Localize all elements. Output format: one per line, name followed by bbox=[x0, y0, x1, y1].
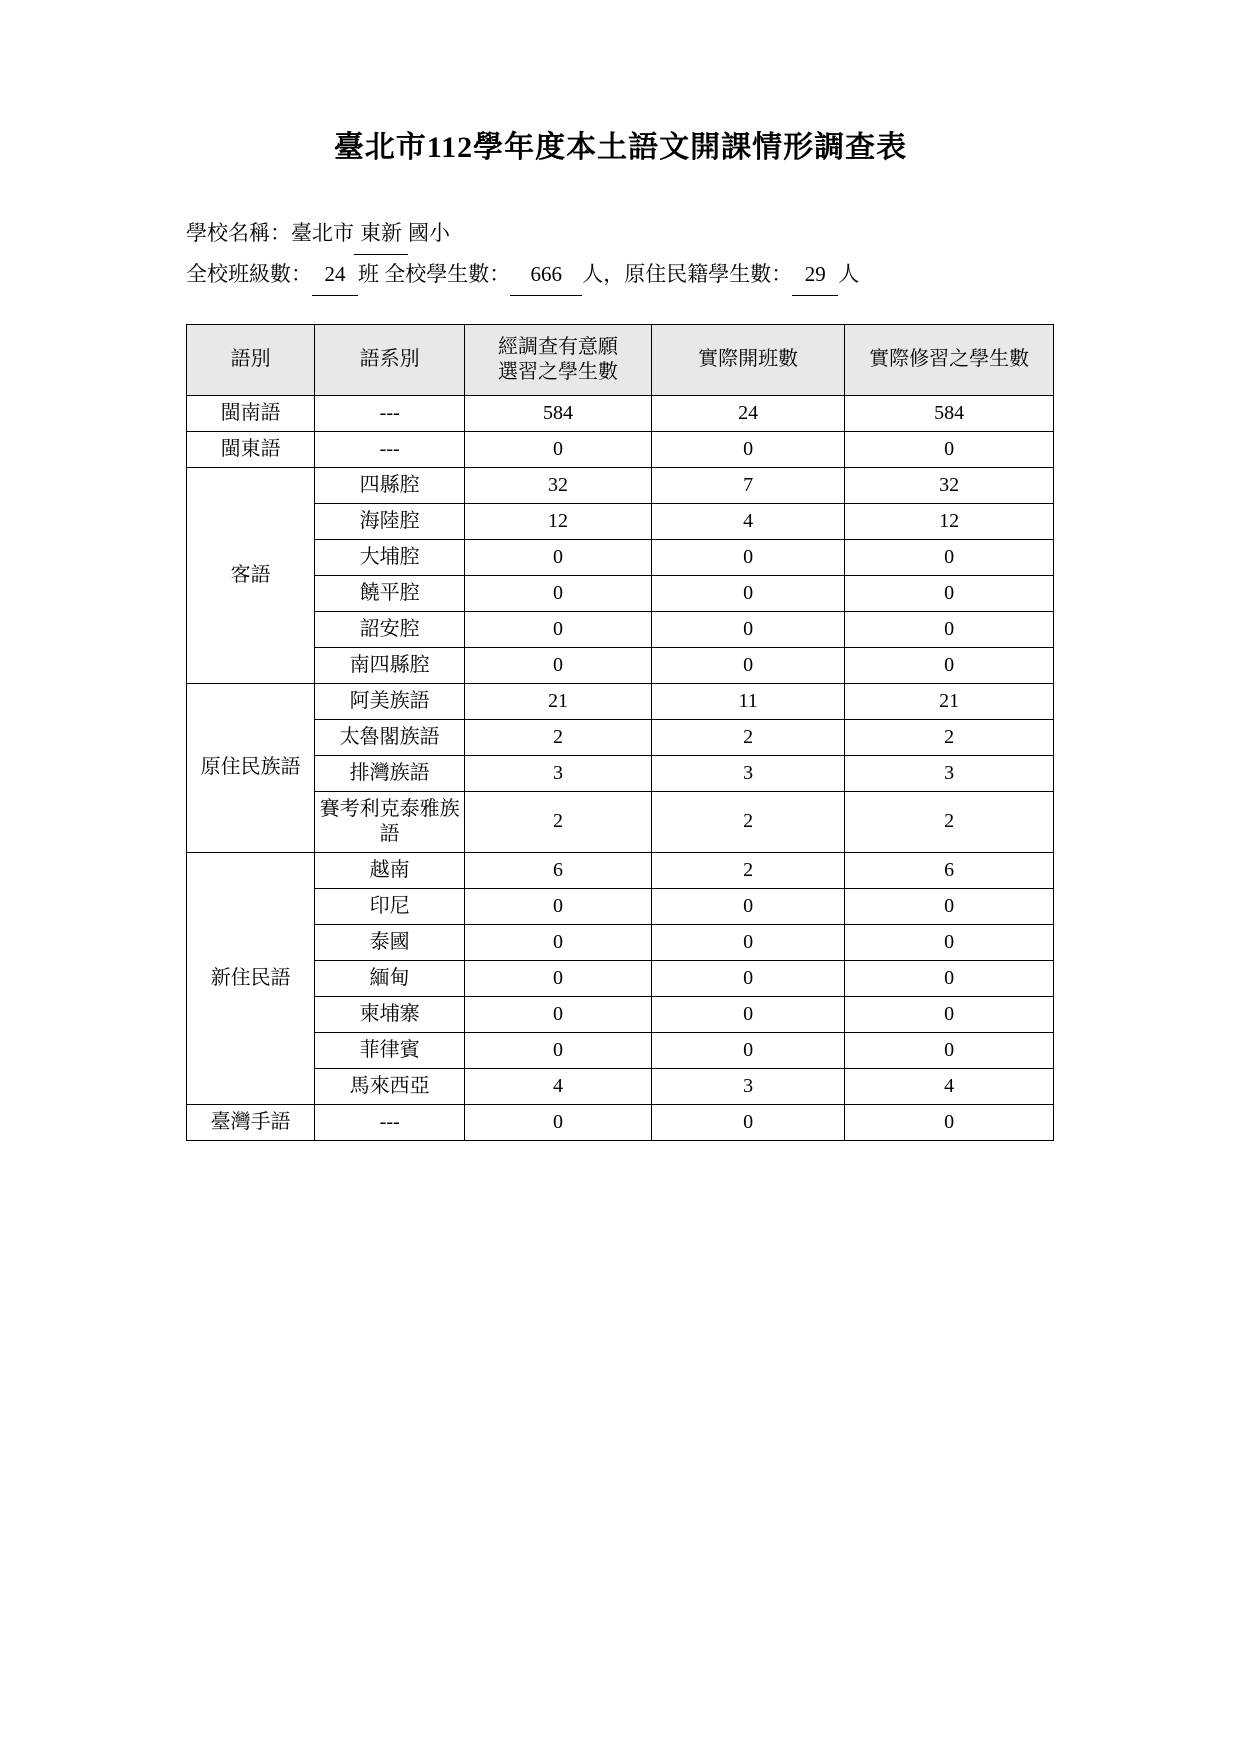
cell-class-count: 3 bbox=[651, 755, 844, 791]
cell-willing-students: 6 bbox=[465, 852, 652, 888]
cell-language-variant: 四縣腔 bbox=[315, 467, 465, 503]
table-row bbox=[187, 924, 1054, 960]
cell-language-variant: 南四縣腔 bbox=[315, 647, 465, 683]
cell-willing-students: 4 bbox=[465, 1068, 652, 1104]
cell-language-category: 閩南語 bbox=[187, 395, 315, 431]
student-count-label: 全校學生數： bbox=[384, 261, 511, 286]
cell-class-count: 0 bbox=[651, 1032, 844, 1068]
school-name-suffix: 國小 bbox=[408, 221, 450, 245]
table-row bbox=[187, 1104, 1054, 1140]
table-row bbox=[187, 503, 1054, 539]
cell-willing-students: 0 bbox=[465, 1104, 652, 1140]
cell-language-variant: 阿美族語 bbox=[315, 683, 465, 719]
table-row bbox=[187, 996, 1054, 1032]
cell-language-variant: 緬甸 bbox=[315, 960, 465, 996]
cell-class-count: 24 bbox=[651, 395, 844, 431]
counts-line bbox=[186, 255, 1241, 296]
cell-language-variant: 印尼 bbox=[315, 888, 465, 924]
cell-enrolled-students: 0 bbox=[845, 1104, 1054, 1140]
cell-willing-students: 2 bbox=[465, 791, 652, 852]
cell-enrolled-students: 4 bbox=[845, 1068, 1054, 1104]
table-row bbox=[187, 852, 1054, 888]
table-row bbox=[187, 1032, 1054, 1068]
table-row bbox=[187, 1068, 1054, 1104]
cell-enrolled-students: 0 bbox=[845, 539, 1054, 575]
table-row bbox=[187, 431, 1054, 467]
cell-class-count: 2 bbox=[651, 852, 844, 888]
cell-enrolled-students: 6 bbox=[845, 852, 1054, 888]
class-count-value: 24 bbox=[312, 255, 358, 296]
page-title: 臺北市112學年度本土語文開課情形調查表 bbox=[333, 131, 908, 164]
student-count-unit: 人， bbox=[582, 261, 625, 286]
cell-language-variant: 饒平腔 bbox=[315, 575, 465, 611]
indigenous-count-label: 原住民籍學生數： bbox=[624, 261, 793, 286]
indigenous-count-value: 29 bbox=[792, 255, 838, 296]
cell-language-category: 臺灣手語 bbox=[187, 1104, 315, 1140]
cell-enrolled-students: 0 bbox=[845, 924, 1054, 960]
header-language-category: 語別 bbox=[187, 324, 315, 395]
header-willing-students bbox=[465, 324, 652, 395]
table-row bbox=[187, 719, 1054, 755]
cell-language-variant: --- bbox=[315, 395, 465, 431]
cell-willing-students: 0 bbox=[465, 431, 652, 467]
cell-language-variant: 大埔腔 bbox=[315, 539, 465, 575]
cell-enrolled-students: 0 bbox=[845, 888, 1054, 924]
cell-willing-students: 0 bbox=[465, 1032, 652, 1068]
cell-willing-students: 0 bbox=[465, 611, 652, 647]
cell-class-count: 0 bbox=[651, 996, 844, 1032]
cell-willing-students: 0 bbox=[465, 924, 652, 960]
cell-language-variant: 海陸腔 bbox=[315, 503, 465, 539]
cell-language-variant: 賽考利克泰雅族語 bbox=[315, 791, 465, 852]
cell-class-count: 4 bbox=[651, 503, 844, 539]
school-name-value: 東新 bbox=[354, 214, 408, 255]
cell-willing-students: 0 bbox=[465, 888, 652, 924]
table-row bbox=[187, 888, 1054, 924]
cell-class-count: 0 bbox=[651, 960, 844, 996]
cell-language-variant: 泰國 bbox=[315, 924, 465, 960]
cell-willing-students: 0 bbox=[465, 575, 652, 611]
student-count-value: 666 bbox=[510, 255, 582, 296]
header-enrolled-students: 實際修習之學生數 bbox=[845, 324, 1054, 395]
cell-willing-students: 0 bbox=[465, 539, 652, 575]
table-row bbox=[187, 683, 1054, 719]
cell-willing-students: 32 bbox=[465, 467, 652, 503]
cell-language-variant: 馬來西亞 bbox=[315, 1068, 465, 1104]
cell-class-count: 0 bbox=[651, 611, 844, 647]
cell-enrolled-students: 0 bbox=[845, 647, 1054, 683]
cell-enrolled-students: 0 bbox=[845, 996, 1054, 1032]
header-language-variant: 語系別 bbox=[315, 324, 465, 395]
class-count-unit: 班 bbox=[358, 261, 379, 286]
school-name-label: 學校名稱：臺北市 bbox=[186, 221, 354, 245]
cell-enrolled-students: 3 bbox=[845, 755, 1054, 791]
cell-class-count: 3 bbox=[651, 1068, 844, 1104]
header-willing-students-line2: 選習之學生數 bbox=[498, 360, 619, 383]
cell-willing-students: 584 bbox=[465, 395, 652, 431]
cell-class-count: 0 bbox=[651, 924, 844, 960]
cell-language-variant: 越南 bbox=[315, 852, 465, 888]
table-row bbox=[187, 791, 1054, 852]
cell-enrolled-students: 0 bbox=[845, 611, 1054, 647]
school-name-line bbox=[186, 214, 1241, 255]
class-count-label: 全校班級數： bbox=[186, 261, 312, 286]
table-header-row bbox=[187, 324, 1054, 395]
cell-class-count: 2 bbox=[651, 791, 844, 852]
cell-class-count: 0 bbox=[651, 888, 844, 924]
cell-language-variant: 排灣族語 bbox=[315, 755, 465, 791]
school-info-block bbox=[0, 214, 1241, 296]
cell-enrolled-students: 0 bbox=[845, 575, 1054, 611]
cell-class-count: 7 bbox=[651, 467, 844, 503]
cell-language-variant: 菲律賓 bbox=[315, 1032, 465, 1068]
cell-enrolled-students: 21 bbox=[845, 683, 1054, 719]
cell-enrolled-students: 12 bbox=[845, 503, 1054, 539]
table-row bbox=[187, 647, 1054, 683]
cell-willing-students: 21 bbox=[465, 683, 652, 719]
cell-language-variant: --- bbox=[315, 431, 465, 467]
cell-enrolled-students: 32 bbox=[845, 467, 1054, 503]
table-body bbox=[187, 395, 1054, 1140]
cell-enrolled-students: 2 bbox=[845, 719, 1054, 755]
cell-language-variant: 詔安腔 bbox=[315, 611, 465, 647]
cell-enrolled-students: 0 bbox=[845, 431, 1054, 467]
indigenous-count-unit: 人 bbox=[838, 261, 860, 286]
cell-language-category: 新住民語 bbox=[187, 852, 315, 1104]
cell-willing-students: 0 bbox=[465, 647, 652, 683]
table-row bbox=[187, 611, 1054, 647]
table-row bbox=[187, 960, 1054, 996]
table-row bbox=[187, 755, 1054, 791]
cell-willing-students: 3 bbox=[465, 755, 652, 791]
cell-class-count: 0 bbox=[651, 575, 844, 611]
table-row bbox=[187, 539, 1054, 575]
cell-class-count: 0 bbox=[651, 431, 844, 467]
table-row bbox=[187, 575, 1054, 611]
cell-willing-students: 0 bbox=[465, 960, 652, 996]
cell-language-category: 原住民族語 bbox=[187, 683, 315, 852]
cell-class-count: 0 bbox=[651, 647, 844, 683]
table-row bbox=[187, 395, 1054, 431]
cell-language-variant: --- bbox=[315, 1104, 465, 1140]
cell-enrolled-students: 0 bbox=[845, 1032, 1054, 1068]
cell-willing-students: 2 bbox=[465, 719, 652, 755]
cell-enrolled-students: 584 bbox=[845, 395, 1054, 431]
header-class-count: 實際開班數 bbox=[651, 324, 844, 395]
cell-willing-students: 0 bbox=[465, 996, 652, 1032]
cell-enrolled-students: 2 bbox=[845, 791, 1054, 852]
cell-language-category: 客語 bbox=[187, 467, 315, 683]
cell-class-count: 2 bbox=[651, 719, 844, 755]
cell-language-category: 閩東語 bbox=[187, 431, 315, 467]
language-course-table bbox=[186, 324, 1054, 1141]
cell-willing-students: 12 bbox=[465, 503, 652, 539]
cell-class-count: 0 bbox=[651, 1104, 844, 1140]
cell-enrolled-students: 0 bbox=[845, 960, 1054, 996]
cell-class-count: 0 bbox=[651, 539, 844, 575]
table-row bbox=[187, 467, 1054, 503]
cell-language-variant: 太魯閣族語 bbox=[315, 719, 465, 755]
header-willing-students-line1: 經調查有意願 bbox=[498, 335, 619, 358]
cell-language-variant: 柬埔寨 bbox=[315, 996, 465, 1032]
cell-class-count: 11 bbox=[651, 683, 844, 719]
